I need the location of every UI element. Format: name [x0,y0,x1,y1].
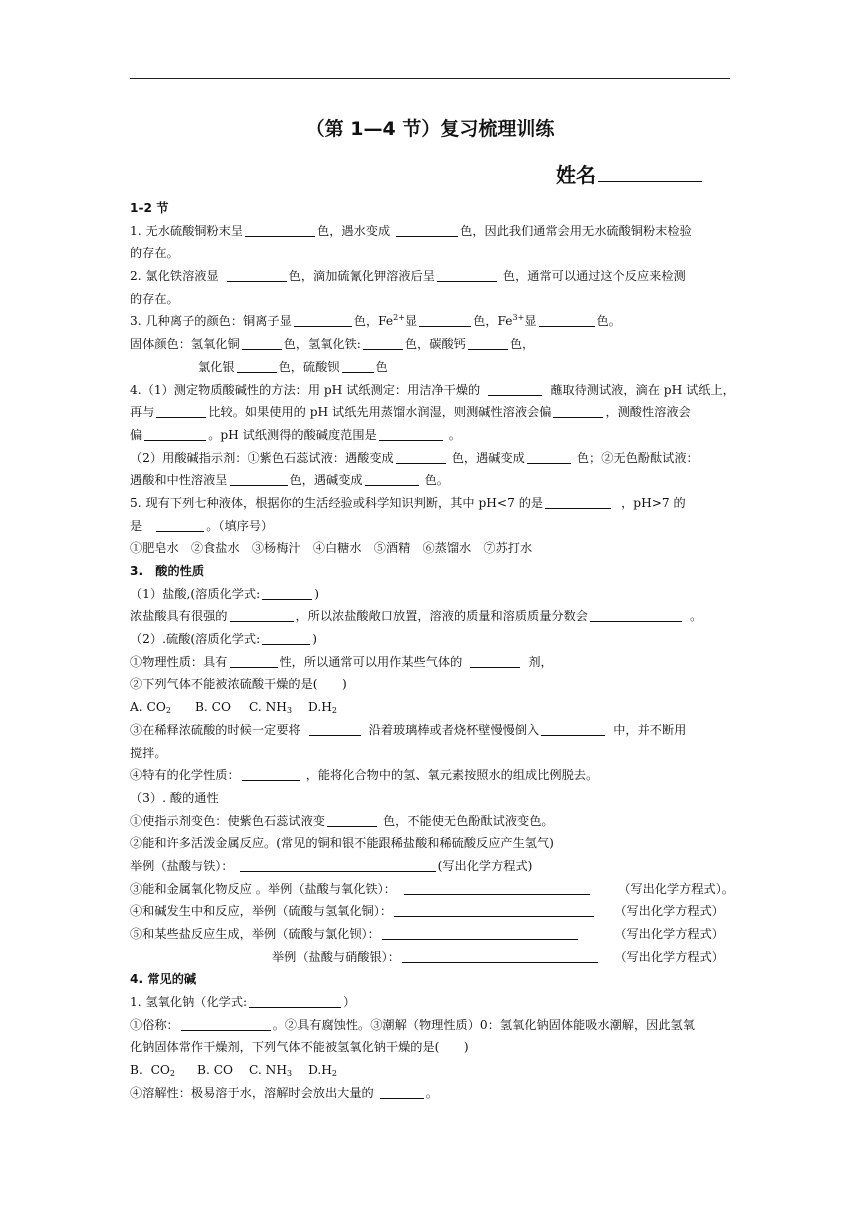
question-4-line-4 [130,447,730,470]
naoh-properties-line-2: 化钠固体常作干燥剂，下列气体不能被氢氧化钠干燥的是( ) [130,1040,469,1055]
text: 色，因此我们通常会用无水硫酸铜粉末检验 [460,223,692,238]
section-heading-1-2: 1-2 节 [130,201,169,215]
text: 色， [509,337,535,352]
question-4-line-1 [130,379,735,402]
answer-blank[interactable] [404,880,590,895]
answer-blank[interactable] [402,948,598,963]
hcl-property-line [130,605,730,628]
text: ④特有的化学性质： [130,768,240,783]
text: ③在稀释浓硫酸的时候一定要将 [130,722,301,737]
header-rule [130,78,730,79]
text: 显 [524,314,537,329]
answer-blank[interactable] [488,381,542,396]
section-heading-bases: 4. 常见的碱 [130,972,197,987]
acid-general-5 [130,923,730,946]
text: 色。 [596,314,621,329]
answer-blank[interactable] [230,471,288,486]
text: 色，通常可以通过这个反应来检测 [502,269,686,284]
subscript: 2 [331,706,337,716]
text: 色，遇碱变成 [451,450,525,465]
question-1-line-2: 的存在。 [130,246,179,261]
text: ①俗称： [130,1017,179,1032]
answer-blank[interactable] [294,312,352,327]
text: ，所以浓盐酸敞口放置，溶液的质量和溶质质量分数会 [295,609,588,624]
question-5-line-2 [130,515,730,538]
text: ③能和金属氧化物反应 。举例（盐酸与氧化铁）： [130,881,396,896]
chemical-property-line [130,764,730,787]
solid-colors-line-1 [130,333,730,356]
text: 色，遇碱变成 [289,473,363,488]
superscript: 2+ [393,313,405,323]
answer-blank[interactable] [541,721,605,736]
question-4-line-5 [130,469,730,492]
subscript: 2 [165,706,171,716]
physical-property-line [130,651,730,674]
question-2-line-2: 的存在。 [130,291,179,306]
drying-options [130,696,730,719]
text: （2）.硫酸(溶质化学式: [130,632,261,647]
page-title: （第 1—4 节）复习梳理训练 [305,118,555,140]
answer-blank[interactable] [237,358,277,373]
subscript: 2 [331,1069,337,1079]
subscript: 2 [169,1069,175,1079]
option-b[interactable]: B. CO [194,700,231,715]
answer-blank[interactable] [309,721,361,736]
text: 3. 几种离子的颜色：铜离子显 [130,314,292,329]
text: （写出化学方程式）。 [618,881,734,896]
text: ，测酸性溶液会 [605,405,691,420]
dilution-line-1 [130,719,730,742]
text: 色，硫酸钡 [278,359,340,374]
answer-blank[interactable] [245,222,315,237]
name-field [556,159,702,188]
text: 是 [130,518,143,533]
answer-blank[interactable] [539,312,595,327]
text: （写出化学方程式） [614,927,724,941]
question-4-line-2 [130,401,730,424]
answer-blank[interactable] [545,494,611,509]
question-3-line [130,310,730,333]
text: 沿着玻璃棒或者烧杯壁慢慢倒入 [368,722,540,737]
text: 色，不能使无色酚酞试液变色。 [383,813,554,828]
text: ⑤和某些盐反应生成，举例（硫酸与氯化钡）： [130,927,380,941]
text: 。 [425,1085,438,1100]
answer-blank[interactable] [262,585,312,600]
answer-blank[interactable] [363,335,403,350]
text: 色，碳酸钙 [404,337,466,352]
text: ①物理性质：具有 [130,654,228,669]
answer-blank[interactable] [394,902,594,917]
text: 色，遇水变成 [317,223,391,238]
answer-blank[interactable] [156,403,206,418]
text: ) [314,586,319,601]
text: ，pH>7 的 [621,495,686,510]
answer-blank[interactable] [382,925,578,940]
hcl-formula-line [130,583,730,606]
answer-blank[interactable] [240,857,436,872]
text: 。 [448,427,461,442]
question-2-line-1 [130,265,730,288]
text: 比较。如果使用的 pH 试纸先用蒸馏水润湿，则测碱性溶液会偏 [208,405,552,420]
acid-general-2: ②能和许多活泼金属反应。(常见的铜和银不能跟稀盐酸和稀硫酸反应产生氢气) [130,836,554,851]
answer-blank[interactable] [527,449,571,464]
answer-blank[interactable] [365,471,419,486]
acid-general-heading: （3）. 酸的通性 [130,790,219,805]
text: 色，Fe [473,314,513,329]
answer-blank[interactable] [437,267,497,282]
text: 1. 无水硫酸铜粉末呈 [130,223,244,238]
text: (写出化学方程式) [437,858,533,873]
subscript: 3 [286,1069,293,1079]
text: 氯化银 [198,359,235,374]
answer-blank[interactable] [249,993,341,1008]
answer-blank[interactable] [262,630,310,645]
text: ) [312,632,317,647]
answer-blank[interactable] [242,335,282,350]
text: 再与 [130,405,155,420]
answer-blank[interactable] [227,267,287,282]
text: 1. 氢氧化钠（化学式: [130,995,248,1010]
question-1-line-1 [130,220,730,243]
acid-general-3 [130,878,734,901]
text: （写出化学方程式） [614,904,724,919]
option-c[interactable]: C. NH [249,700,287,715]
text: 举例（盐酸与硝酸银）： [272,949,400,964]
answer-blank[interactable] [144,426,206,441]
text: 5. 现有下列七种液体，根据你的生活经验或科学知识判断，其中 pH<7 的是 [130,495,544,510]
answer-blank[interactable] [590,607,682,622]
text: 色，氢氧化铁: [283,337,361,352]
answer-blank[interactable] [380,1084,424,1099]
text: 偏 [130,427,143,442]
text: 遇酸和中性溶液呈 [130,473,228,488]
answer-blank[interactable] [242,766,300,781]
text: 色。 [424,473,449,488]
text: 4.（1）测定物质酸碱性的方法：用 pH 试纸测定：用洁净干燥的 [130,382,481,397]
text: 剂， [528,654,553,669]
text: ，能将化合物中的氢、氧元素按照水的组成比例脱去。 [305,768,599,783]
answer-blank[interactable] [327,812,377,827]
answer-blank[interactable] [156,517,204,532]
naoh-solubility-line [130,1082,730,1105]
text: （写出化学方程式） [614,949,724,964]
text: ①使指示剂变色：使紫色石蕊试液变 [130,813,325,828]
answer-blank[interactable] [396,222,458,237]
text: 浓盐酸具有很强的 [130,609,228,624]
h2so4-formula-line [130,628,730,651]
text: 色，滴加硫氰化钾溶液后呈 [288,269,435,284]
text: ④和碱发生中和反应，举例（硫酸与氢氧化铜）： [130,904,393,919]
text: （1）盐酸,(溶质化学式: [130,586,261,601]
text: 中，并不断用 [613,722,687,737]
answer-blank[interactable] [230,607,294,622]
naoh-formula-line [130,991,730,1014]
option-b-label[interactable]: B. CO [130,1063,170,1078]
drying-question: ②下列气体不能被浓硫酸干燥的是( ) [130,677,347,692]
superscript: 3+ [512,313,525,323]
answer-blank[interactable] [396,449,446,464]
text: ） [343,995,356,1010]
worksheet-content [130,197,735,1105]
answer-blank[interactable] [419,312,471,327]
text: 显 [404,314,418,329]
text: 2. 氯化铁溶液显 [130,269,219,284]
question-4-line-3 [130,424,730,447]
answer-blank[interactable] [470,653,520,668]
answer-blank[interactable] [230,653,278,668]
name-label: 姓名 [556,163,596,187]
answer-blank[interactable] [468,335,508,350]
acid-general-1 [130,810,730,833]
text: 色，Fe [353,314,394,329]
text: 固体颜色：氢氧化铜 [130,337,240,352]
text: 。②具有腐蚀性。③潮解（物理性质）0：氢氧化钠固体能吸水潮解，因此氢氧 [272,1017,695,1032]
name-blank[interactable] [598,162,702,182]
naoh-properties-line-1 [130,1014,730,1037]
dilution-line-2: 搅拌。 [130,745,167,760]
acid-general-2-example [130,855,730,878]
text: 色 [375,359,388,374]
text: ④溶解性：极易溶于水，溶解时会放出大量的 [130,1085,374,1100]
subscript: 3 [286,706,293,716]
text: 举例（盐酸与铁）： [130,858,234,873]
option-b[interactable]: B. CO [197,1063,234,1078]
text: 蘸取待测试液，滴在 pH 试纸上， [550,382,735,397]
text: 性，所以通常可以用作某些气体的 [279,654,463,669]
naoh-options [130,1059,730,1082]
text: 。（填序号） [206,518,274,533]
option-d[interactable]: D.H [308,700,332,715]
solid-colors-line-2 [130,356,730,379]
text: 色；②无色酚酞试液： [576,450,699,465]
answer-blank[interactable] [342,358,374,373]
option-a[interactable]: A. CO [130,700,166,715]
text: （2）用酸碱指示剂：①紫色石蕊试液：遇酸变成 [130,450,394,465]
option-d[interactable]: D.H [308,1063,332,1078]
question-5-line-1 [130,492,730,515]
question-5-options: ①肥皂水 ②食盐水 ③杨梅汁 ④白糖水 ⑤酒精 ⑥蒸馏水 ⑦苏打水 [130,541,533,556]
acid-general-5-example [130,946,730,969]
answer-blank[interactable] [553,403,603,418]
answer-blank[interactable] [181,1016,271,1031]
text: 。 [690,609,703,624]
answer-blank[interactable] [379,426,443,441]
text: 。pH 试纸测得的酸碱度范围是 [208,427,377,442]
option-c[interactable]: C. NH [249,1063,287,1078]
acid-general-4 [130,900,730,923]
section-heading-acids: 3. 酸的性质 [130,564,205,578]
